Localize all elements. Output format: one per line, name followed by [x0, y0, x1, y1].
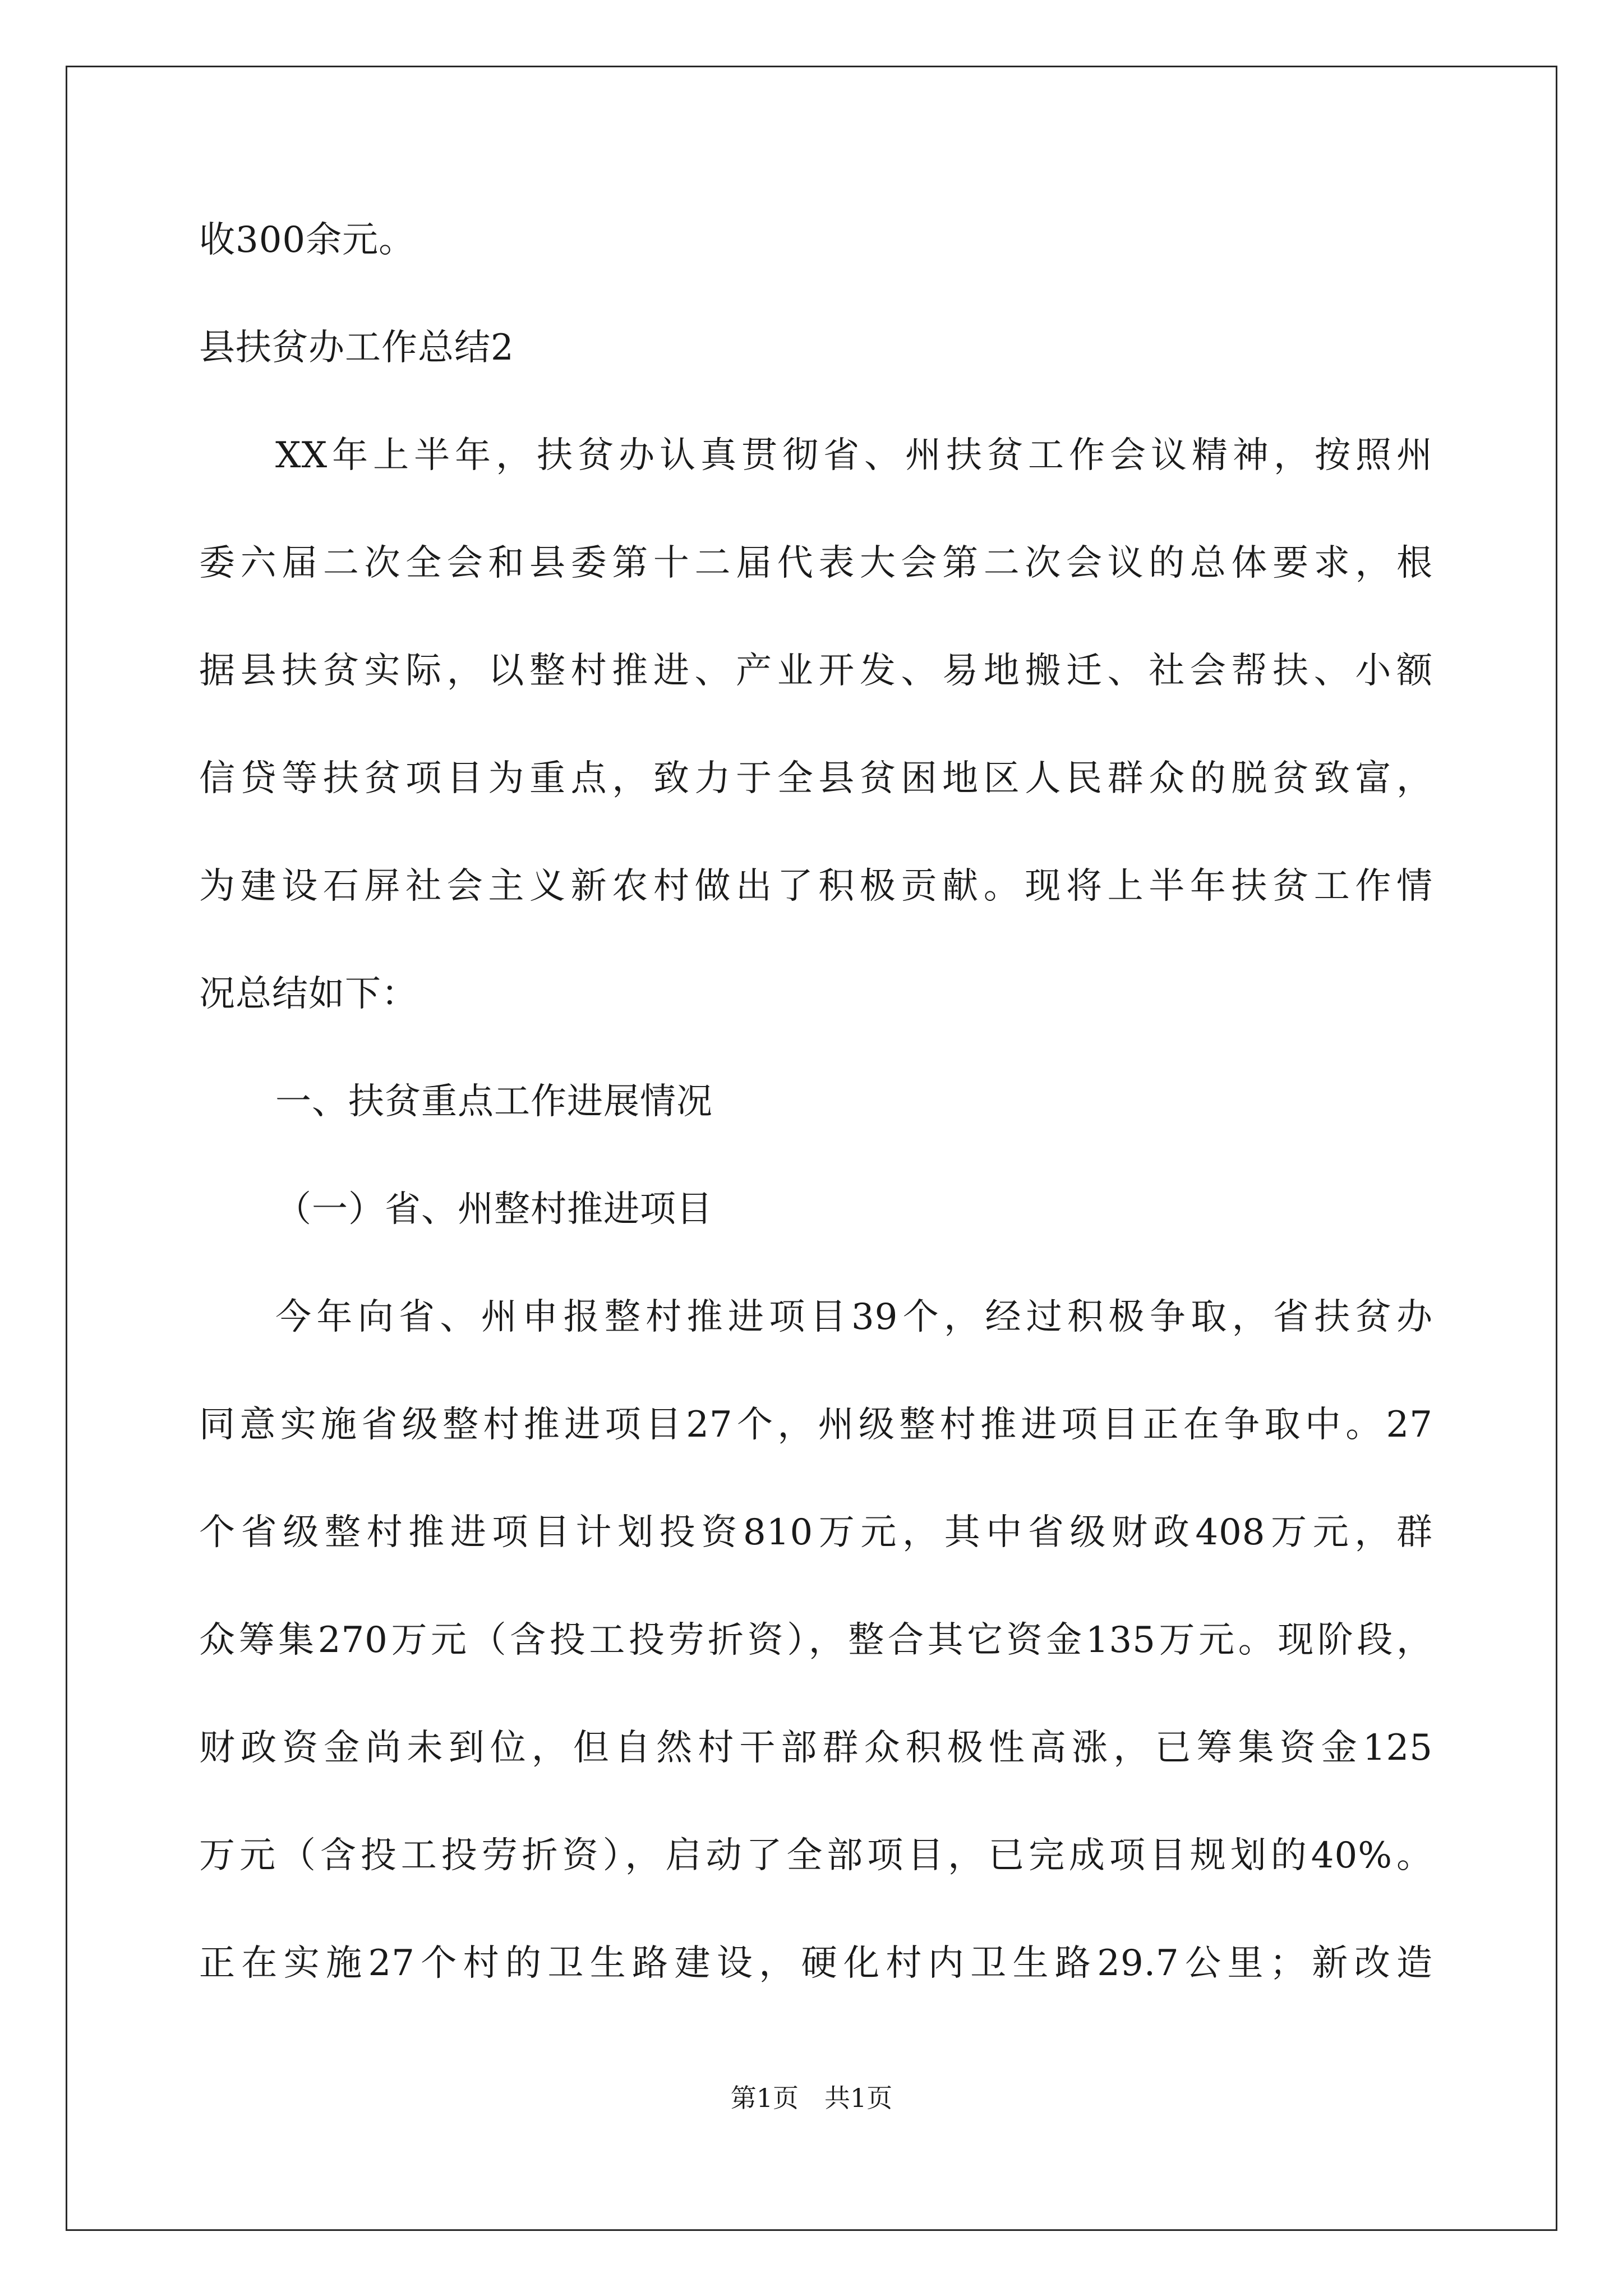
text-line: 为建设石屏社会主义新农村做出了积极贡献。现将上半年扶贫工作情	[199, 866, 1433, 907]
text-line: 委六届二次全会和县委第十二届代表大会第二次会议的总体要求，根	[199, 542, 1433, 584]
text-line: 县扶贫办工作总结2	[199, 327, 514, 369]
text-line: 个省级整村推进项目计划投资810万元，其中省级财政408万元，群	[199, 1512, 1433, 1553]
document-body	[199, 213, 1433, 2044]
text-line: 正在实施27个村的卫生路建设，硬化村内卫生路29.7公里；新改造	[199, 1943, 1433, 1984]
text-line: 同意实施省级整村推进项目27个，州级整村推进项目正在争取中。27	[199, 1404, 1433, 1446]
text-line: 信贷等扶贫项目为重点，致力于全县贫困地区人民群众的脱贫致富，	[199, 758, 1433, 799]
page-footer: 第1页 共1页	[730, 2083, 893, 2113]
text-line: 众筹集270万元（含投工投劳折资），整合其它资金135万元。现阶段，	[199, 1619, 1433, 1661]
text-line: 财政资金尚未到位，但自然村干部群众积极性高涨，已筹集资金125	[199, 1727, 1433, 1769]
text-line: XX年上半年，扶贫办认真贯彻省、州扶贫工作会议精神，按照州	[275, 435, 1433, 476]
text-line: 况总结如下：	[199, 973, 418, 1015]
text-line: 今年向省、州申报整村推进项目39个，经过积极争取，省扶贫办	[275, 1296, 1433, 1338]
text-line: 据县扶贫实际，以整村推进、产业开发、易地搬迁、社会帮扶、小额	[199, 650, 1433, 692]
text-line: （一）省、州整村推进项目	[275, 1189, 713, 1230]
text-line: 收300余元。	[199, 219, 416, 261]
text-line: 一、扶贫重点工作进展情况	[275, 1081, 713, 1122]
text-line: 万元（含投工投劳折资），启动了全部项目，已完成项目规划的40%。	[199, 1835, 1433, 1876]
